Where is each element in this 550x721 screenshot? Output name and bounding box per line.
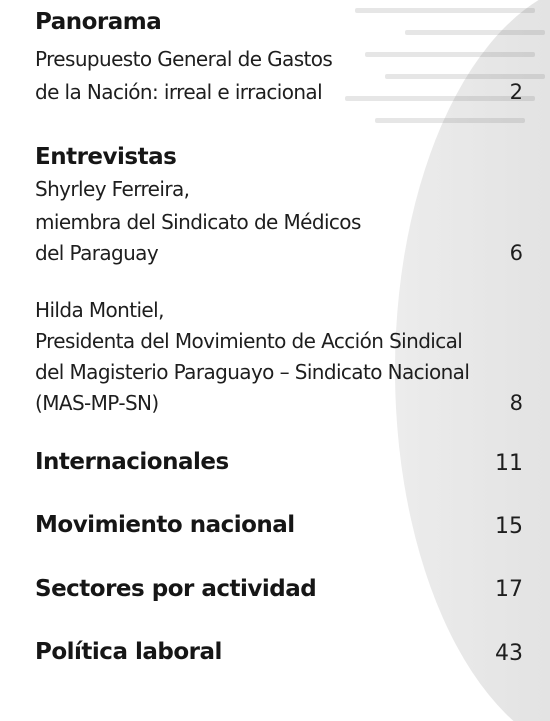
page-number: 2	[509, 80, 523, 104]
page-number: 15	[495, 514, 523, 539]
entry-line[interactable]: Presidenta del Movimiento de Acción Sindical	[35, 329, 463, 353]
section-heading-panorama[interactable]: Panorama	[35, 9, 162, 35]
section-heading-movimiento-nacional[interactable]: Movimiento nacional	[35, 512, 295, 538]
entry-line[interactable]: de la Nación: irreal e irracional	[35, 80, 323, 104]
page-number: 43	[495, 641, 523, 666]
entry-line[interactable]: Presupuesto General de Gastos	[35, 47, 333, 71]
page-number: 8	[509, 391, 523, 415]
page-number: 11	[495, 451, 523, 476]
entry-line[interactable]: Hilda Montiel,	[35, 298, 164, 322]
entry-line[interactable]: del Magisterio Paraguayo – Sindicato Nacional	[35, 360, 470, 384]
entry-line[interactable]: (MAS-MP-SN)	[35, 391, 159, 415]
entry-line[interactable]: del Paraguay	[35, 241, 159, 265]
entry-line[interactable]: miembra del Sindicato de Médicos	[35, 210, 361, 234]
section-heading-entrevistas[interactable]: Entrevistas	[35, 144, 177, 170]
page-number: 6	[509, 241, 523, 265]
section-heading-politica-laboral[interactable]: Política laboral	[35, 639, 222, 665]
show-through-texture	[345, 0, 550, 130]
entry-line[interactable]: Shyrley Ferreira,	[35, 177, 190, 201]
section-heading-sectores-por-actividad[interactable]: Sectores por actividad	[35, 576, 317, 602]
section-heading-internacionales[interactable]: Internacionales	[35, 449, 229, 475]
page-number: 17	[495, 577, 523, 602]
